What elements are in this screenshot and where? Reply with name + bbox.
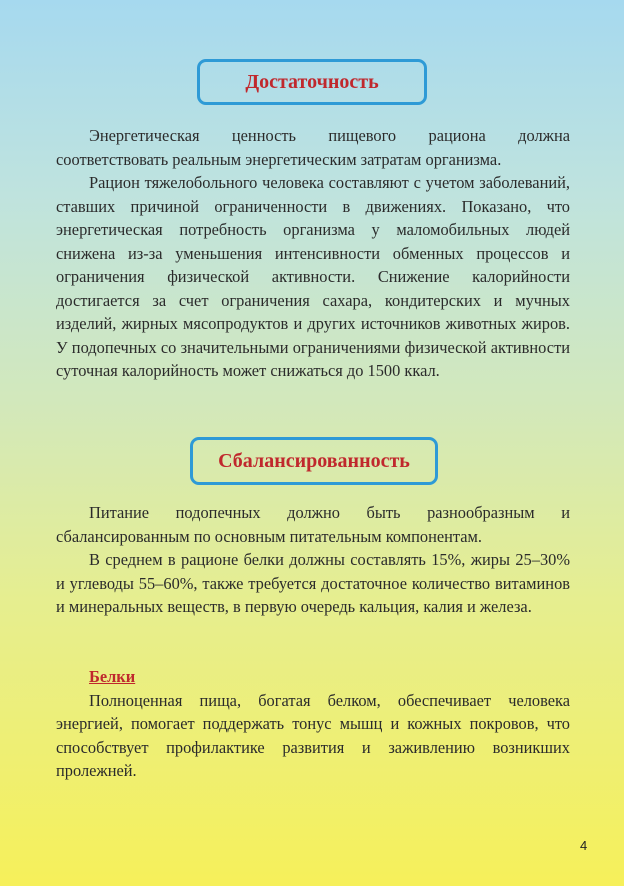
section-title: Достаточность (245, 70, 379, 93)
page-number: 4 (580, 838, 588, 853)
proteins-section (56, 665, 570, 783)
section-heading-sufficiency (197, 59, 427, 105)
section-title: Сбалансированность (218, 449, 410, 472)
paragraph: Рацион тяжелобольного человека составляют с учетом заболеваний, ставших причиной ограниченности в движениях. Показано, что энергетическая потребность организма у маломобильных людей снижена из-за уменьшения интенсивности обменных процессов и ограничения физической активности. Снижение калорийности достигается за счет ограничения сахара, кондитерских и мучных изделий, жирных мясопродуктов и других источников животных жиров. У подопечных со значительными ограничениями физической активности суточная калорийность может снижаться до 1500 ккал. (56, 173, 570, 380)
paragraph: В среднем в рационе белки должны составлять 15%, жиры 25–30% и углеводы 55–60%, также требуется достаточное количество витаминов и минеральных веществ, в первую очередь кальция, калия и железа. (56, 550, 570, 616)
balance-text (56, 501, 570, 619)
sufficiency-text (56, 124, 570, 383)
paragraph: Энергетическая ценность пищевого рациона должна соответствовать реальным энергетическим затратам организма. (56, 126, 570, 169)
paragraph: Полноценная пища, богатая белком, обеспечивает человека энергией, помогает поддержать тонус мышц и кожных покровов, что способствует профилактике развития и заживлению возникших пролежней. (56, 690, 570, 780)
paragraph: Питание подопечных должно быть разнообразным и сбалансированным по основным питательным компонентам. (56, 503, 570, 546)
section-heading-balance (190, 437, 438, 485)
subsection-title: Белки (89, 667, 136, 686)
